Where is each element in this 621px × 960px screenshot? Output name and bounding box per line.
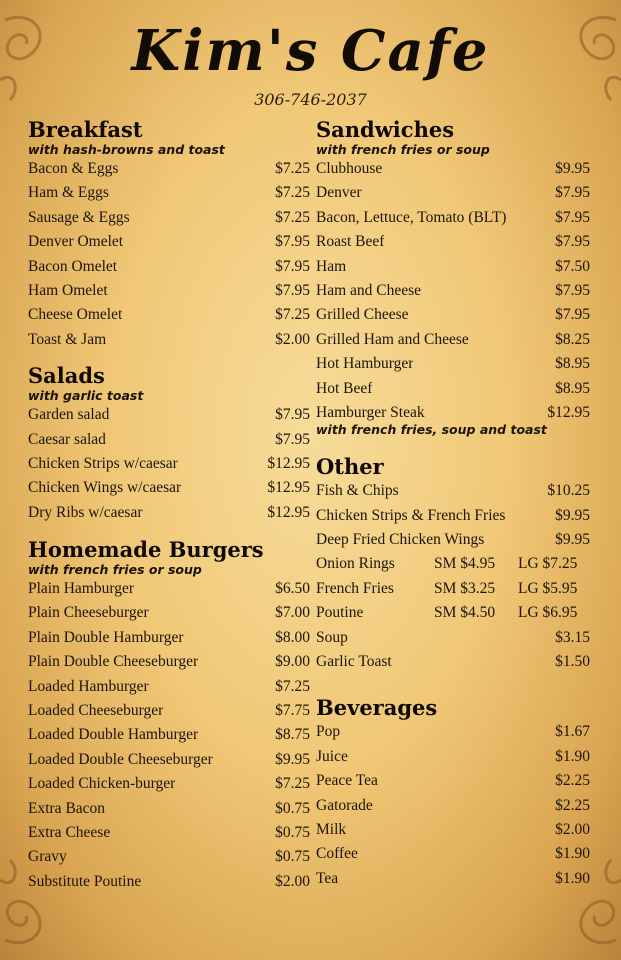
section-subtitle: with garlic toast [28,388,144,404]
item-price: $7.00 [275,604,310,622]
item-name: Bacon, Lettuce, Tomato (BLT) [316,208,507,226]
menu-item [28,821,310,845]
item-price: $2.00 [275,330,310,348]
item-name: Grilled Cheese [316,306,409,324]
item-price: $7.25 [275,306,310,324]
menu-item [316,157,590,181]
item-name: Loaded Double Cheeseburger [28,750,213,768]
phone-number: 306-746-2037 [254,90,367,109]
item-name: Pop [316,723,341,741]
menu-item [28,626,310,650]
menu-item [316,181,590,205]
item-name: Grilled Ham and Cheese [316,330,469,348]
menu-item [316,352,590,376]
item-price: $2.25 [555,772,590,790]
menu-item [316,720,590,744]
item-price: $7.95 [555,184,590,202]
menu-item [316,650,590,674]
menu-item-sized [316,552,590,576]
item-name: Plain Double Cheeseburger [28,653,199,671]
item-name: Gravy [28,848,67,866]
item-price: $12.95 [267,503,310,521]
item-name: Bacon & Eggs [28,160,119,177]
section-title: Salads [28,363,105,389]
item-price: $0.75 [275,823,310,841]
item-price: $7.95 [275,257,310,275]
item-price: $7.75 [275,702,310,720]
item-name: Denver [316,184,362,202]
item-price: $7.95 [555,208,590,226]
menu-item [28,650,310,674]
item-price: $8.00 [275,628,310,646]
item-name: Ham & Eggs [28,184,109,202]
menu-item [316,230,590,254]
item-price: $12.95 [267,479,310,497]
menu-item [28,723,310,747]
item-name: Onion Rings [316,555,395,573]
menu-item [316,818,590,842]
item-name: Loaded Cheeseburger [28,702,164,720]
item-list [28,577,310,894]
item-list [28,403,310,525]
item-name: Chicken Wings w/caesar [28,479,182,497]
menu-item [28,403,310,427]
item-price: $9.95 [555,160,590,177]
item-name: Soup [316,628,348,646]
menu-item [28,428,310,452]
section-other [316,455,590,674]
menu-item [28,675,310,699]
item-price: $7.95 [275,430,310,448]
item-price: $12.95 [267,454,310,472]
item-name: Caesar salad [28,430,106,448]
item-name: Garden salad [28,406,110,424]
menu-item [28,255,310,279]
menu-item [316,745,590,769]
menu-item-sized [316,577,590,601]
menu-item [316,867,590,891]
item-name: Clubhouse [316,160,383,177]
item-name: Roast Beef [316,233,385,251]
menu-item [28,577,310,601]
section-title: Sandwiches [316,117,455,142]
item-name: Ham and Cheese [316,281,422,299]
menu-item [316,528,590,552]
item-price: $7.95 [555,281,590,299]
menu-item [316,794,590,818]
section-salads [28,364,310,525]
menu-item [28,279,310,303]
item-name: Ham Omelet [28,281,108,299]
menu-item [316,279,590,303]
item-name: Sausage & Eggs [28,208,130,226]
item-name: Bacon Omelet [28,257,118,275]
item-price: $7.95 [275,281,310,299]
item-name: Hot Beef [316,379,373,397]
section-subtitle: with french fries or soup [28,562,202,578]
item-price: $1.90 [555,869,590,887]
item-price: $8.95 [555,379,590,397]
item-price: $7.25 [275,677,310,695]
item-price: $6.50 [275,580,310,598]
menu-item [28,748,310,772]
section-title: Beverages [316,695,438,721]
menu-item [28,845,310,869]
item-name: Hamburger Steak [316,403,425,421]
menu-item [28,501,310,525]
item-list [316,157,590,425]
item-name: Extra Bacon [28,799,106,817]
small-price: SM $3.25 [434,579,496,597]
item-price: $0.75 [275,848,310,866]
item-price: $9.95 [275,750,310,768]
item-name: Plain Cheeseburger [28,604,149,622]
item-price: $8.75 [275,726,310,744]
item-name: Tea [316,869,339,887]
item-name: Garlic Toast [316,653,392,671]
menu-item [28,772,310,796]
section-burgers [28,538,310,894]
small-price: SM $4.95 [434,555,496,573]
large-price: LG $5.95 [518,579,578,597]
item-price: $7.95 [275,406,310,424]
item-name: Chicken Strips & French Fries [316,506,506,524]
menu-column-right [316,118,590,891]
section-sandwiches [316,118,590,437]
item-price: $0.75 [275,799,310,817]
item-price: $9.00 [275,653,310,671]
menu-item [316,769,590,793]
item-name: French Fries [316,579,394,597]
item-name: Plain Hamburger [28,580,135,598]
item-name: Chicken Strips w/caesar [28,454,178,472]
item-name: Milk [316,820,347,838]
section-beverages [316,696,590,891]
item-name: Coffee [316,845,358,863]
section-title: Other [316,454,384,480]
item-price: $3.15 [555,628,590,646]
item-price: $9.95 [555,531,590,549]
item-price: $2.00 [275,872,310,890]
section-note: with french fries, soup and toast [316,422,547,438]
item-price: $8.25 [555,330,590,348]
item-price: $12.95 [547,403,590,421]
item-price: $7.25 [275,208,310,226]
item-price: $1.90 [555,747,590,765]
item-name: Loaded Double Hamburger [28,726,199,744]
menu-item [316,626,590,650]
menu-item [316,255,590,279]
menu-item [316,303,590,327]
menu-item [316,842,590,866]
section-title: Breakfast [28,117,143,142]
menu-item [28,601,310,625]
menu-item [316,377,590,401]
item-price: $7.95 [555,306,590,324]
menu-item [316,479,590,503]
item-name: Deep Fried Chicken Wings [316,531,485,549]
menu-item [316,206,590,230]
item-price: $2.25 [555,796,590,814]
section-breakfast [28,118,310,352]
cafe-title: Kim's Cafe [131,18,490,84]
item-name: Dry Ribs w/caesar [28,503,143,521]
menu-item [316,504,590,528]
item-name: Poutine [316,604,364,622]
item-name: Hot Hamburger [316,355,414,373]
menu-item [28,870,310,894]
menu-item [28,328,310,352]
item-price: $7.25 [275,160,310,177]
menu-item [28,206,310,230]
item-price: $9.95 [555,506,590,524]
item-name: Ham [316,257,347,275]
menu-item [28,452,310,476]
item-price: $7.95 [275,233,310,251]
large-price: LG $6.95 [518,604,578,622]
menu-item [28,303,310,327]
item-name: Cheese Omelet [28,306,123,324]
menu-item-sized [316,601,590,625]
item-name: Fish & Chips [316,482,399,500]
item-price: $1.50 [555,653,590,671]
item-price: $7.50 [555,257,590,275]
section-title: Homemade Burgers [28,537,264,563]
item-price: $10.25 [547,482,590,500]
menu-item [28,699,310,723]
item-price: $7.25 [275,184,310,202]
section-subtitle: with hash-browns and toast [28,142,225,157]
menu-item [28,230,310,254]
item-name: Loaded Hamburger [28,677,149,695]
item-list [316,720,590,891]
item-name: Gatorade [316,796,373,814]
item-price: $8.95 [555,355,590,373]
menu-item [28,157,310,181]
large-price: LG $7.25 [518,555,578,573]
item-name: Substitute Poutine [28,872,142,890]
menu-item [28,181,310,205]
item-name: Juice [316,747,348,765]
item-name: Extra Cheese [28,823,111,841]
item-price: $7.95 [555,233,590,251]
item-price: $1.67 [555,723,590,741]
item-price: $2.00 [555,820,590,838]
item-price: $1.90 [555,845,590,863]
menu-item [28,476,310,500]
section-subtitle: with french fries or soup [316,142,490,157]
item-name: Toast & Jam [28,330,107,348]
menu-column-left [28,118,310,894]
menu-item [316,328,590,352]
item-name: Denver Omelet [28,233,124,251]
item-list [28,157,310,352]
menu-item [28,797,310,821]
item-name: Peace Tea [316,772,378,790]
small-price: SM $4.50 [434,604,496,622]
item-name: Plain Double Hamburger [28,628,184,646]
item-price: $7.25 [275,775,310,793]
item-name: Loaded Chicken-burger [28,775,176,793]
